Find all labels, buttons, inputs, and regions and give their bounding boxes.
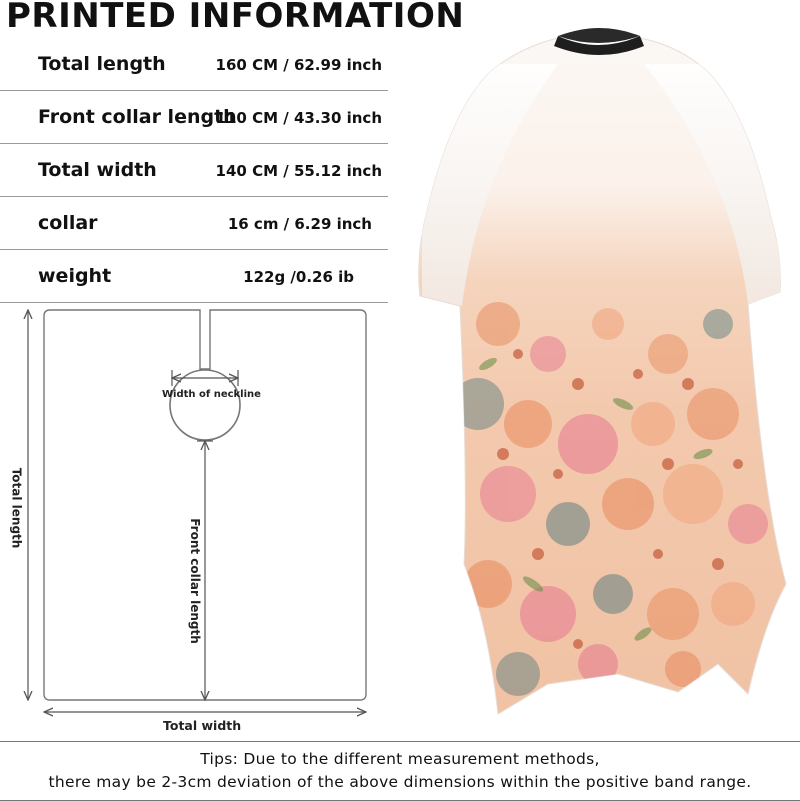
cape-product-image <box>418 24 790 724</box>
total-length-label: Total length <box>9 467 24 549</box>
tip-line: Tips: Due to the different measurement methods, <box>200 750 600 768</box>
neckline-circle <box>170 370 240 440</box>
tip-line: there may be 2-3cm deviation of the above dimensions within the positive band range. <box>48 773 752 791</box>
spec-table <box>0 38 388 303</box>
spec-row-total-width <box>0 144 388 197</box>
cape-outline-diagram <box>0 296 400 736</box>
spec-label: Total width <box>38 159 157 181</box>
page-title: PRINTED INFORMATION <box>6 0 465 36</box>
spec-value: 110 CM / 43.30 inch <box>215 109 382 127</box>
tips-bar <box>0 741 800 801</box>
spec-label: Total length <box>38 53 166 75</box>
measurement-diagram <box>0 296 400 736</box>
floral-cape-illustration <box>418 24 790 724</box>
spec-value: 140 CM / 55.12 inch <box>215 162 382 180</box>
spec-value: 122g /0.26 ib <box>243 268 354 286</box>
spec-row-total-length <box>0 38 388 91</box>
spec-label: collar <box>38 212 98 234</box>
spec-value: 160 CM / 62.99 inch <box>215 56 382 74</box>
spec-row-collar <box>0 197 388 250</box>
front-collar-length-label: Front collar length <box>187 518 202 644</box>
neckline-width-label: Width of neckline <box>162 389 261 400</box>
spec-row-front-collar-length <box>0 91 388 144</box>
spec-value: 16 cm / 6.29 inch <box>227 215 372 233</box>
spec-label: Front collar length <box>38 106 237 128</box>
total-width-label: Total width <box>163 718 242 733</box>
spec-label: weight <box>38 265 112 287</box>
